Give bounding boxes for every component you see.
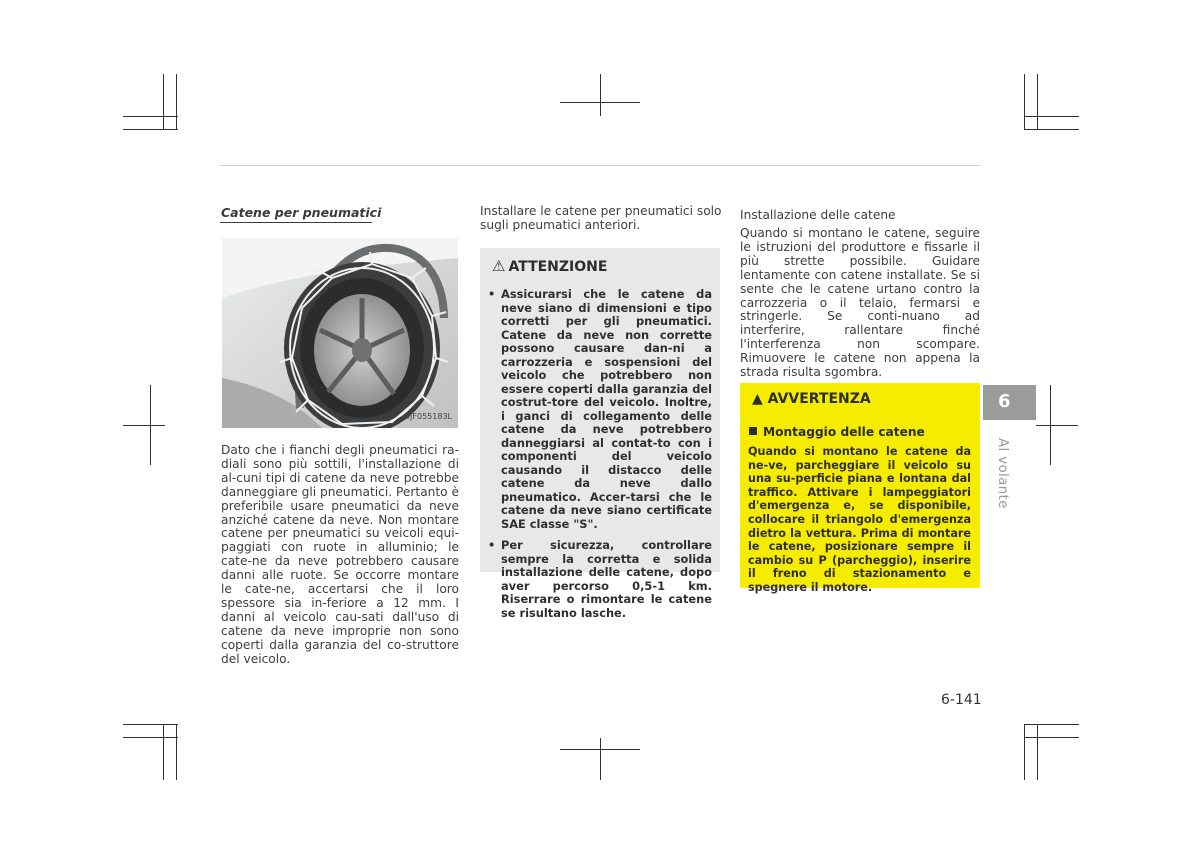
right-paragraph: Quando si montano le catene, seguire le istruzioni del produttore e fissarle il più strette possibile. Guidare lentamente con catene installate. Se si sente che le catene urtano contro la carrozzeria o il telaio, fermarsi e stringerle. Se conti-nuano ad interferire, rallentare finché l'interferenza non scompare. Rimuovere le catene non appena la strada risulta sgombra. [740, 226, 980, 380]
square-bullet-icon [749, 427, 757, 435]
attention-title-text: ATTENZIONE [508, 259, 608, 275]
attention-list [486, 288, 712, 628]
chapter-label: Al volante [995, 438, 1011, 509]
warning-triangle-filled-icon: ▲ [752, 391, 763, 407]
warning-triangle-outline-icon: ⚠ [492, 257, 506, 275]
warning-subtitle-text: Montaggio delle catene [763, 425, 925, 439]
header-rule [220, 165, 980, 166]
left-paragraph: Dato che i fianchi degli pneumatici ra-diali sono più sottili, l'installazione di al-cuni tipi di catene da neve potrebbe danneggiare gli pneumatici. Pertanto è preferibile usare pneumatici da neve anziché catene da neve. Non montare catene per pneumatici su veicoli equi-paggiati con ruote in alluminio; le cate-ne da neve potrebbero causare danni alle ruote. Se occorre montare le cate-ne, accertarsi che il loro spessore sia in-feriore a 12 mm. I danni al veicolo cau-sati dall'uso di catene da neve improprie non sono coperti dalla garanzia del co-struttore del veicolo. [221, 443, 460, 666]
chapter-number: 6 [998, 391, 1011, 412]
warning-text: Quando si montano le catene da ne-ve, parcheggiare il veicolo su una su-perficie piana e lontana dal traffico. Attivare i lampeggiatori d'emergenza e, se disponibile, collocare il triangolo d'emergenza dietro la vettura. Prima di montare le catene, posizionare sempre il cambio su P (parcheggio), inserire il freno di stazionamento e spegnere il motore. [748, 445, 971, 594]
attention-box [480, 248, 720, 620]
attention-title [492, 257, 607, 275]
attention-bullet: • Per sicurezza, controllare sempre la corretta e solida installazione delle catene, dopo aver percorso 0,5-1 km. Riserrare o rimontare le catene se risultano lasche. [486, 539, 712, 620]
right-heading-block [740, 209, 980, 223]
tire-chain-figure [222, 238, 458, 428]
warning-title [752, 391, 871, 407]
warning-subtitle [749, 425, 925, 439]
page-number: 6-141 [941, 692, 982, 708]
warning-title-text: AVVERTENZA [767, 391, 871, 407]
right-heading: Installazione delle catene [740, 208, 896, 222]
attention-bullet: • Assicurarsi che le catene da neve siano di dimensioni e tipo corretti per gli pneumatici. Catene da neve non corrette possono causare dan-ni a carrozzeria e sospensioni del veicolo che potrebbero non essere coperti dalla garanzia del costrut-tore del veicolo. Inoltre, i ganci di collegamento delle catene da neve potrebbero danneggiarsi al contat-to con i componenti del veicolo causando il distacco delle catene da neve dallo pneumatico. Accer-tarsi che le catene da neve siano certificate SAE classe "S". [486, 288, 712, 531]
heading-underline [220, 222, 372, 223]
middle-intro-block [480, 205, 722, 233]
right-paragraph-block [740, 227, 980, 380]
figure-code: OJF055183L [403, 412, 452, 421]
section-heading: Catene per pneumatici [221, 205, 382, 220]
warning-box [740, 383, 980, 594]
tire-chain-illustration [222, 238, 458, 428]
chapter-tab [983, 385, 1036, 420]
middle-intro: Installare le catene per pneumatici solo sugli pneumatici anteriori. [480, 204, 722, 232]
left-paragraph-block [221, 444, 459, 667]
